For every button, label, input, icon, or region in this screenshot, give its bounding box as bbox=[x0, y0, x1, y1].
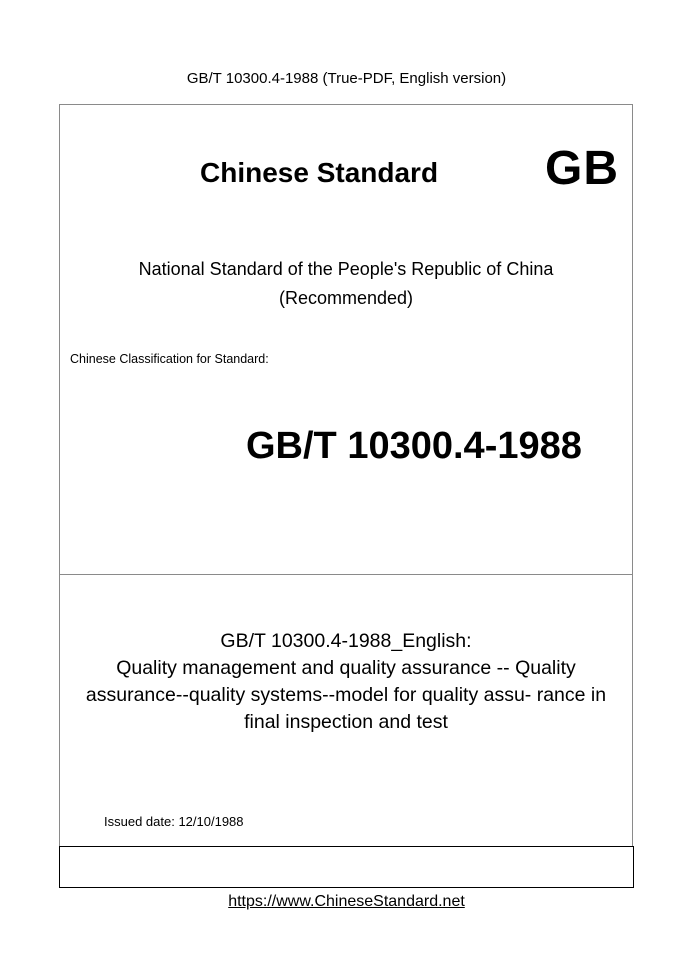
cover-frame bbox=[59, 104, 633, 885]
issued-date: Issued date: 12/10/1988 bbox=[104, 814, 244, 829]
description-line: final inspection and test bbox=[244, 711, 448, 733]
website-link[interactable]: https://www.ChineseStandard.net bbox=[228, 893, 465, 910]
recommended-line: (Recommended) bbox=[278, 288, 414, 308]
gb-mark: GB bbox=[545, 142, 619, 195]
standard-number: GB/T 10300.4-1988 bbox=[246, 425, 582, 467]
description-line: GB/T 10300.4-1988_English: bbox=[220, 630, 472, 652]
cover-title: Chinese Standard bbox=[200, 157, 439, 188]
national-standard-line: National Standard of the People's Republic of China bbox=[138, 259, 554, 279]
description-line: Quality management and quality assurance -- Quality bbox=[116, 657, 576, 679]
bottom-box bbox=[59, 846, 634, 888]
classification-label: Chinese Classification for Standard: bbox=[70, 352, 269, 366]
standard-description bbox=[59, 628, 633, 736]
description-line: assurance--quality systems--model for quality assu- rance in bbox=[85, 684, 607, 706]
document-header: GB/T 10300.4-1988 (True-PDF, English version) bbox=[186, 70, 507, 87]
section-divider bbox=[59, 574, 633, 575]
